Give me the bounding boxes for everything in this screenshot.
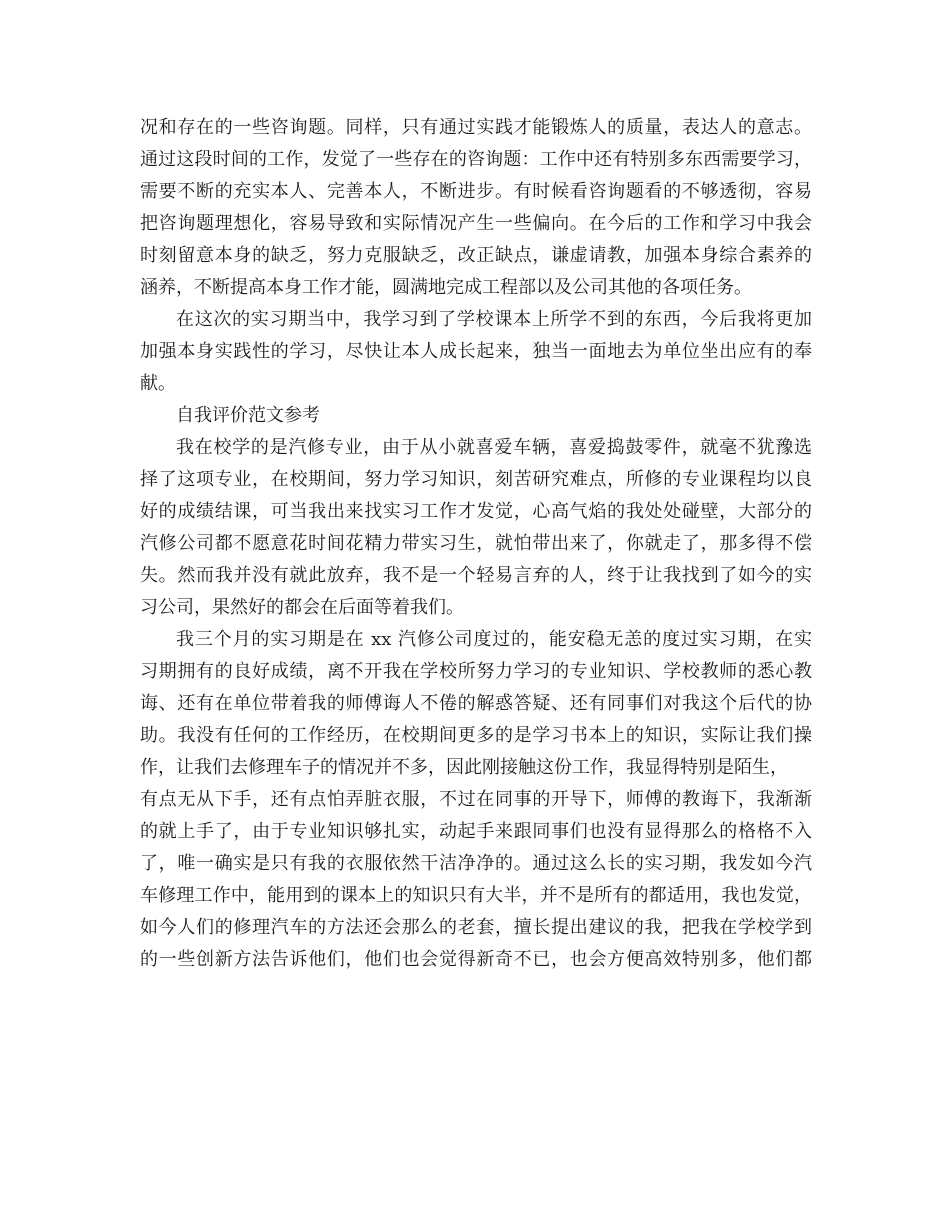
text-line: 诲、还有在单位带着我的师傅诲人不倦的解惑答疑、还有同事们对我这个后代的协 [140,693,812,714]
text-line: 有点无从下手，还有点怕弄脏衣服，不过在同事的开导下，师傅的教诲下，我渐渐 [140,789,812,810]
text-line: 况和存在的一些咨询题。同样，只有通过实践才能锻炼人的质量，表达人的意志。 [140,117,812,138]
text-line: 好的成绩结课，可当我出来找实习工作才发觉，心高气焰的我处处碰壁，大部分的 [140,501,812,522]
text-line: 把咨询题理想化，容易导致和实际情况产生一些偏向。在今后的工作和学习中我会 [140,213,812,234]
text-line: 助。我没有任何的工作经历，在校期间更多的是学习书本上的知识，实际让我们操 [140,725,812,746]
paragraph-2 [140,304,812,400]
text-line: 汽修公司都不愿意花时间花精力带实习生，就怕带出来了，你就走了，那多得不偿 [140,533,812,554]
text-line: 习公司，果然好的都会在后面等着我们。 [140,597,464,618]
document-page [140,112,812,976]
paragraph-1 [140,112,812,304]
text-line: 我三个月的实习期是在 xx 汽修公司度过的，能安稳无恙的度过实习期，在实 [176,629,812,650]
text-line: 车修理工作中，能用到的课本上的知识只有大半，并不是所有的都适用，我也发觉， [140,885,812,906]
paragraph-3 [140,432,812,624]
text-line: 加强本身实践性的学习，尽快让本人成长起来，独当一面地去为单位坐出应有的奉 [140,341,812,362]
text-line: 在这次的实习期当中，我学习到了学校课本上所学不到的东西，今后我将更加 [176,309,812,330]
text-line: 献。 [140,373,176,394]
heading-text: 自我评价范文参考 [176,405,320,426]
text-line: 的一些创新方法告诉他们，他们也会觉得新奇不已，也会方便高效特别多，他们都 [140,949,812,970]
text-line: 如今人们的修理汽车的方法还会那么的老套，擅长提出建议的我，把我在学校学到 [140,917,812,938]
text-line: 的就上手了，由于专业知识够扎实，动起手来跟同事们也没有显得那么的格格不入 [140,821,812,842]
text-line: 时刻留意本身的缺乏，努力克服缺乏，改正缺点，谦虚请教，加强本身综合素养的 [140,245,812,266]
text-line: 通过这段时间的工作，发觉了一些存在的咨询题：工作中还有特别多东西需要学习， [140,149,812,170]
text-line: 失。然而我并没有就此放弃，我不是一个轻易言弃的人，终于让我找到了如今的实 [140,565,812,586]
text-line: 需要不断的充实本人、完善本人，不断进步。有时候看咨询题看的不够透彻，容易 [140,181,812,202]
text-line: 作，让我们去修理车子的情况并不多，因此刚接触这份工作，我显得特别是陌生， [140,757,788,778]
text-line: 了，唯一确实是只有我的衣服依然干洁净净的。通过这么长的实习期，我发如今汽 [140,853,812,874]
paragraph-4 [140,624,812,976]
text-line: 习期拥有的良好成绩，离不开我在学校所努力学习的专业知识、学校教师的悉心教 [140,661,812,682]
section-heading [140,400,812,432]
text-line: 我在校学的是汽修专业，由于从小就喜爱车辆，喜爱捣鼓零件，就毫不犹豫选 [176,437,812,458]
text-line: 涵养，不断提高本身工作才能，圆满地完成工程部以及公司其他的各项任务。 [140,277,752,298]
text-line: 择了这项专业，在校期间，努力学习知识，刻苦研究难点，所修的专业课程均以良 [140,469,812,490]
